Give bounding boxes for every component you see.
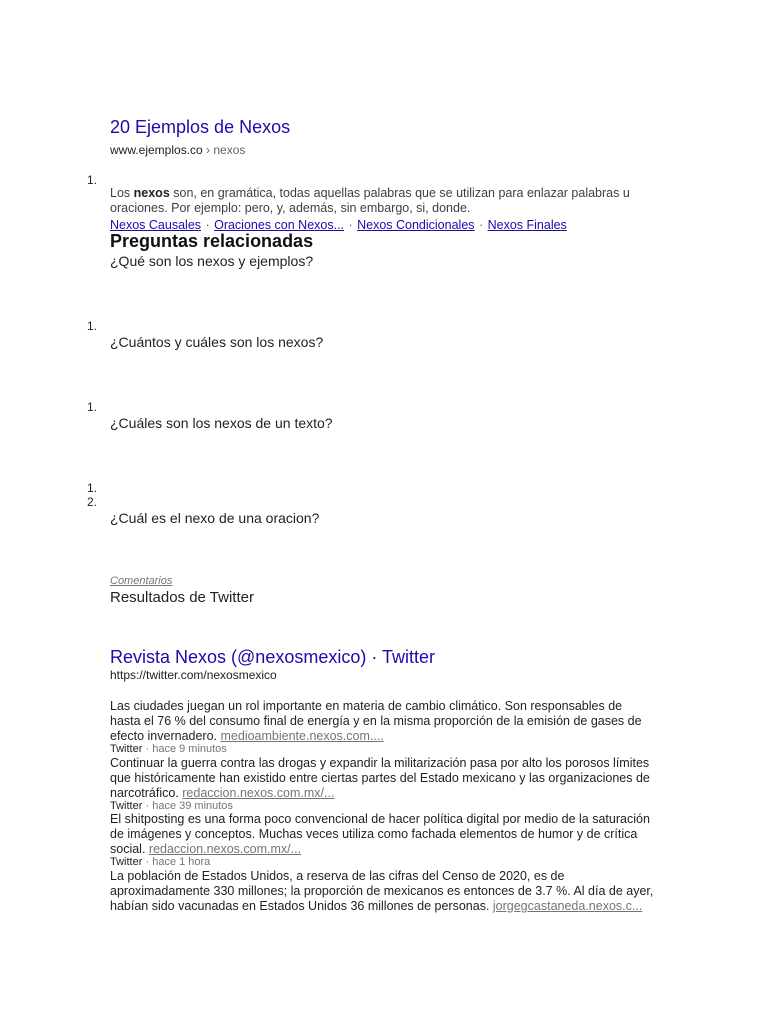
tweet-time: hace 9 minutos bbox=[152, 743, 227, 755]
tweet-text bbox=[110, 756, 655, 801]
tweet-link[interactable]: medioambiente.nexos.com.... bbox=[220, 729, 384, 743]
tweet-link[interactable]: redaccion.nexos.com.mx/... bbox=[148, 842, 302, 856]
tweet-source: Twitter bbox=[110, 800, 143, 812]
result-snippet bbox=[110, 186, 630, 216]
list-marker: 2. bbox=[87, 495, 98, 509]
tweet-body: La población de Estados Unidos, a reserva de las cifras del Censo de 2020, es de aproximadamente 330 millones; la proporción de mexicanos es entonces de 3.7 %. Al día de ayer, habían sido vacunadas en Estados Unidos 36 millones de personas. bbox=[110, 869, 654, 913]
result-url bbox=[110, 141, 245, 159]
sitelink-separator: · bbox=[205, 218, 210, 232]
sitelink-separator: · bbox=[348, 218, 353, 232]
tweet-body: Continuar la guerra contra las drogas y expandir la militarización pasa por alto los porosos límites que históricamente han existido entre ciertas partes del Estado mexicano y las organizaciones de narcotráfico. bbox=[110, 756, 650, 800]
sitelink-oraciones-con-nexos[interactable]: Oraciones con Nexos... bbox=[214, 218, 345, 232]
snippet-keyword: nexos bbox=[133, 186, 170, 200]
snippet-text-post: son, en gramática, todas aquellas palabras que se utilizan para enlazar palabras u oraciones. Por ejemplo: pero, y, además, sin embargo, si, donde. bbox=[110, 186, 630, 215]
sitelink-nexos-condicionales[interactable]: Nexos Condicionales bbox=[357, 218, 475, 232]
tweet-text bbox=[110, 699, 655, 744]
tweet-link[interactable]: jorgegcastaneda.nexos.c... bbox=[492, 899, 643, 913]
result-url-domain: www.ejemplos.co bbox=[110, 143, 203, 157]
twitter-section-label: Resultados de Twitter bbox=[110, 589, 254, 606]
related-question[interactable]: ¿Cuántos y cuáles son los nexos? bbox=[110, 334, 324, 350]
tweet-link[interactable]: redaccion.nexos.com.mx/... bbox=[182, 786, 335, 800]
tweet-meta-separator: · bbox=[145, 743, 150, 755]
related-question[interactable]: ¿Qué son los nexos y ejemplos? bbox=[110, 253, 314, 269]
snippet-text-pre: Los bbox=[110, 186, 134, 200]
tweet-meta-separator: · bbox=[145, 856, 150, 868]
tweet-meta bbox=[110, 856, 210, 868]
sitelink-nexos-finales[interactable]: Nexos Finales bbox=[487, 218, 567, 232]
sitelink-separator: · bbox=[478, 218, 484, 232]
related-question[interactable]: ¿Cuáles son los nexos de un texto? bbox=[110, 415, 333, 431]
tweet-text bbox=[110, 869, 655, 914]
twitter-url: https://twitter.com/nexosmexico bbox=[110, 668, 277, 682]
tweet-source: Twitter bbox=[110, 856, 143, 868]
tweet-meta bbox=[110, 743, 227, 755]
tweet-text bbox=[110, 812, 655, 857]
comments-link[interactable]: Comentarios bbox=[110, 575, 173, 587]
tweet-time: hace 1 hora bbox=[152, 856, 211, 868]
result-url-path: › nexos bbox=[202, 143, 246, 157]
tweet-body: El shitposting es una forma poco convencional de hacer política digital por medio de la saturación de imágenes y conceptos. Muchas veces utiliza como fachada elementos de humor y de crítica social. bbox=[110, 812, 650, 856]
sitelink-nexos-causales[interactable]: Nexos Causales bbox=[110, 218, 202, 232]
list-marker: 1. bbox=[87, 173, 98, 187]
tweet-source: Twitter bbox=[110, 743, 143, 755]
tweet-meta bbox=[110, 800, 233, 812]
related-questions-heading: Preguntas relacionadas bbox=[110, 231, 314, 251]
tweet-meta-separator: · bbox=[145, 800, 150, 812]
result-title-link[interactable]: 20 Ejemplos de Nexos bbox=[110, 117, 291, 137]
list-marker: 1. bbox=[87, 319, 98, 333]
twitter-title-link[interactable]: Revista Nexos (@nexosmexico) · Twitter bbox=[110, 647, 436, 667]
list-marker: 1. bbox=[87, 400, 98, 414]
tweet-body: Las ciudades juegan un rol importante en materia de cambio climático. Son responsables de hasta el 76 % del consumo final de energía y en la misma proporción de la emisión de gases de efecto invernadero. bbox=[110, 699, 642, 743]
related-question[interactable]: ¿Cuál es el nexo de una oracion? bbox=[110, 510, 320, 526]
tweet-time: hace 39 minutos bbox=[152, 800, 233, 812]
list-marker: 1. bbox=[87, 481, 98, 495]
